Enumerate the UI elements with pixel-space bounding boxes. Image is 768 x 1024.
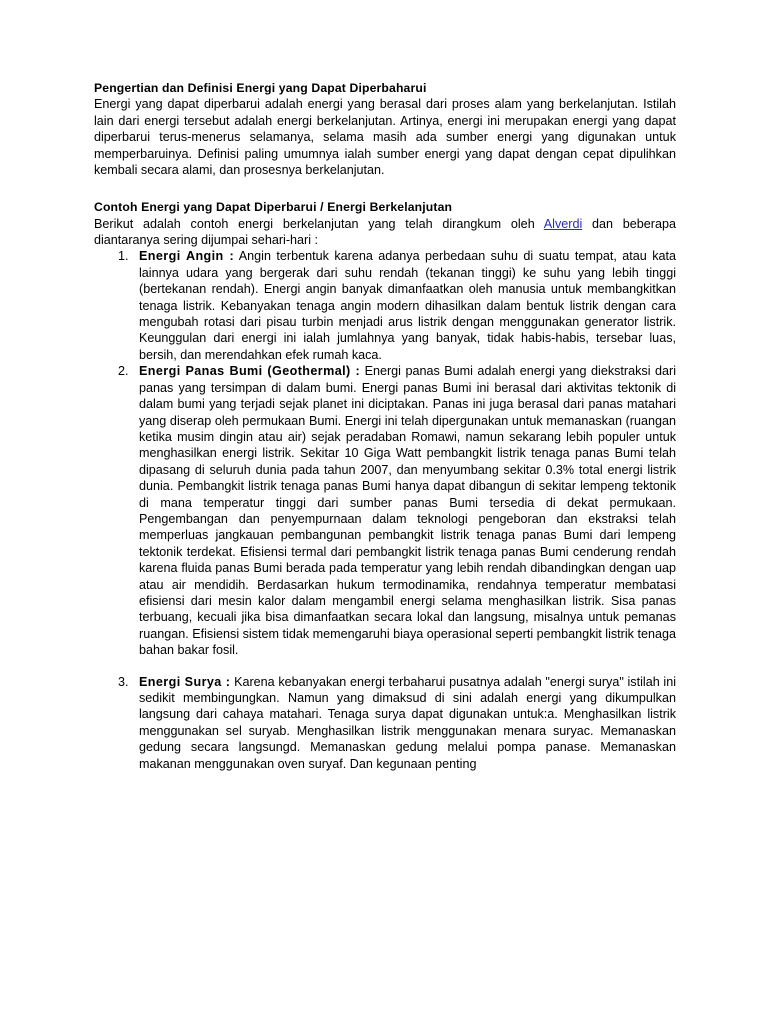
list-item <box>94 363 676 658</box>
document-body <box>94 80 676 772</box>
paragraph-intro-contoh <box>94 216 676 249</box>
section-heading-contoh: Contoh Energi yang Dapat Diperbarui / Energi Berkelanjutan <box>94 200 453 215</box>
list-item-body: Angin terbentuk karena adanya perbedaan suhu di suatu tempat, atau kata lainnya udara yang bergerak dari suhu rendah (tekanan tinggi) ke suhu yang lebih tinggi (bertekanan rendah). Energi angin banyak dimanfaatkan oleh manusia untuk membangkitkan tenaga listrik. Kebanyakan tenaga angin modern dihasilkan dalam bentuk listrik dengan cara mengubah rotasi dari pisau turbin menjadi arus listrik dengan menggunakan generator listrik. Keunggulan dari energi ini ialah jumlahnya yang banyak, tidak habis-habis, tersebar luas, bersih, dan merendahkan efek rumah kaca. <box>139 249 677 362</box>
energy-examples-list <box>94 248 676 772</box>
section-spacer <box>94 178 676 199</box>
list-item-body: Karena kebanyakan energi terbaharui pusatnya adalah "energi surya" istilah ini sedikit membingungkan. Namun yang dimaksud di sini adalah energi yang dikumpulkan langsung dari cahaya matahari. Tenaga surya dapat digunakan untuk:a. Menghasilkan listrik menggunakan sel suryab. Menghasilkan listrik menggunakan menara suryac. Memanaskan gedung secara langsungd. Memanaskan gedung melalui pompa panase. Memanaskan makanan menggunakan oven suryaf. Dan kegunaan penting <box>139 674 676 771</box>
alverdi-link[interactable]: Alverdi <box>543 216 583 231</box>
section-heading-pengertian: Pengertian dan Definisi Energi yang Dapat Diperbaharui <box>94 81 427 95</box>
list-item <box>94 248 676 363</box>
paragraph-pengertian: Energi yang dapat diperbarui adalah energi yang berasal dari proses alam yang berkelanjutan. Istilah lain dari energi tersebut adalah energi berkelanjutan. Artinya, energi ini merupakan energi yang dapat diperbarui terus-menerus selamanya, selama masih ada sumber energi yang digunakan untuk memperbaruinya. Definisi paling umumnya ialah sumber energi yang dapat dengan cepat dipulihkan kembali secara alami, dan prosesnya berkelanjutan. <box>94 97 676 177</box>
intro-text-after-link: dan beberapa diantaranya sering dijumpai sehari-hari : <box>94 216 676 248</box>
list-item-title: Energi Surya : <box>139 674 231 689</box>
list-item-title: Energi Angin : <box>139 249 235 264</box>
list-item-title: Energi Panas Bumi (Geothermal) : <box>139 364 361 379</box>
list-item-body: Energi panas Bumi adalah energi yang diekstraksi dari panas yang tersimpan di dalam bumi. Energi panas Bumi ini berasal dari aktivitas tektonik di dalam bumi yang terjadi sejak planet ini diciptakan. Panas ini juga berasal dari panas matahari yang diserap oleh permukaan Bumi. Energi ini telah dipergunakan untuk memanaskan (ruangan ketika musim dingin atau air) sejak peradaban Romawi, namun sekarang lebih populer untuk menghasilkan energi listrik. Sekitar 10 Giga Watt pembangkit listrik tenaga panas Bumi telah dipasang di seluruh dunia pada tahun 2007, dan menyumbang sekitar 0.3% total energi listrik dunia. Pembangkit listrik tenaga panas Bumi hanya dapat dibangun di sekitar lempeng tektonik di mana temperatur tinggi dari sumber panas Bumi tersedia di dekat permukaan. Pengembangan dan penyempurnaan dalam teknologi pengeboran dan ekstraksi telah memperluas jangkauan pembangunan pembangkit listrik tenaga panas Bumi dari lempeng tektonik terdekat. Efisiensi termal dari pembangkit listrik tenaga panas Bumi cenderung rendah karena fluida panas Bumi berada pada temperatur yang lebih rendah dibandingkan dengan uap atau air mendidih. Berdasarkan hukum termodinamika, rendahnya temperatur membatasi efisiensi dari mesin kalor dalam mengambil energi selama menghasilkan listrik. Sisa panas terbuang, kecuali jika bisa dimanfaatkan secara lokal dan langsung, misalnya untuk pemanas ruangan. Efisiensi sistem tidak memengaruhi biaya operasional seperti pembangkit listrik tenaga bahan bakar fosil. <box>139 364 676 658</box>
intro-text-before-link: Berikut adalah contoh energi berkelanjutan yang telah dirangkum oleh <box>94 216 544 231</box>
list-item <box>94 674 676 772</box>
